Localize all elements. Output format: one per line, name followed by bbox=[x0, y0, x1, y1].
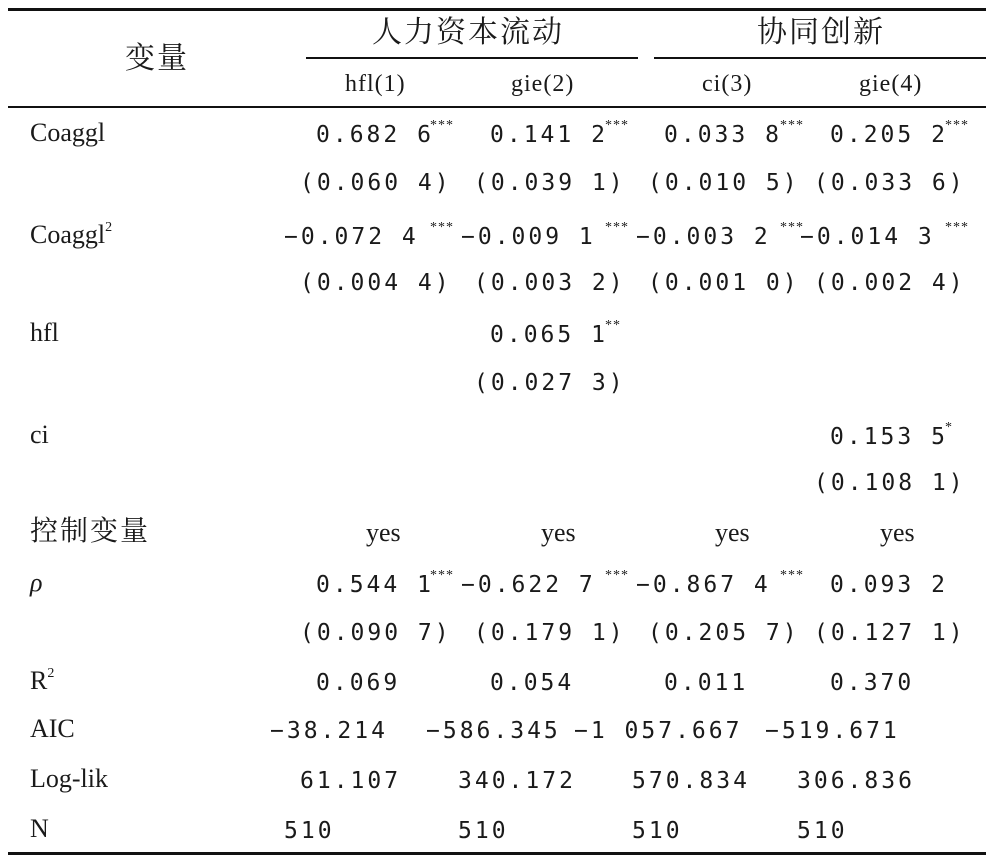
loglik-2: 340.172 bbox=[458, 768, 576, 794]
aic-4: −519.671 bbox=[765, 718, 900, 744]
header-rule bbox=[8, 106, 986, 108]
sig-coaggl2-1: *** bbox=[430, 220, 454, 235]
coef-coaggl-2: 0.141 2 bbox=[490, 122, 608, 148]
aic-1: −38.214 bbox=[270, 718, 388, 744]
row-label-controls: 控制变量 bbox=[30, 516, 151, 547]
header-variable: 变量 bbox=[125, 42, 189, 75]
row-label-r2: $R^2$ bbox=[30, 666, 55, 695]
coef-rho-4: 0.093 2 bbox=[830, 572, 948, 598]
row-label-n: N bbox=[30, 814, 49, 843]
sig-coaggl-2: *** bbox=[605, 118, 629, 133]
n-3: 510 bbox=[632, 818, 683, 844]
se-rho-1: (0.090 7) bbox=[300, 620, 452, 646]
group2-rule bbox=[654, 57, 986, 59]
header-group-hfl: 人力资本流动 bbox=[372, 16, 564, 49]
coef-rho-2: −0.622 7 bbox=[461, 572, 596, 598]
header-col-3: ci(3) bbox=[702, 71, 753, 97]
top-rule bbox=[8, 8, 986, 11]
bottom-rule bbox=[8, 852, 986, 855]
coef-coaggl2-3: −0.003 2 bbox=[636, 224, 771, 250]
r2-1: 0.069 bbox=[316, 670, 401, 696]
sig-ci-4: * bbox=[945, 420, 953, 435]
aic-2: −586.345 bbox=[426, 718, 561, 744]
se-coaggl2-2: (0.003 2) bbox=[474, 270, 626, 296]
se-coaggl-1: (0.060 4) bbox=[300, 170, 452, 196]
row-label-coaggl: Coaggl bbox=[30, 118, 106, 147]
controls-1: yes bbox=[366, 518, 401, 547]
sig-coaggl-1: *** bbox=[430, 118, 454, 133]
se-coaggl-4: (0.033 6) bbox=[814, 170, 966, 196]
row-label-hfl: hfl bbox=[30, 318, 59, 347]
n-1: 510 bbox=[284, 818, 335, 844]
sig-coaggl-3: *** bbox=[780, 118, 804, 133]
se-rho-4: (0.127 1) bbox=[814, 620, 966, 646]
se-rho-3: (0.205 7) bbox=[648, 620, 800, 646]
loglik-3: 570.834 bbox=[632, 768, 750, 794]
loglik-1: 61.107 bbox=[300, 768, 402, 794]
se-coaggl2-4: (0.002 4) bbox=[814, 270, 966, 296]
row-label-rho: ρ bbox=[30, 568, 43, 597]
aic-3: −1 057.667 bbox=[574, 718, 743, 744]
sig-hfl-2: ** bbox=[605, 318, 621, 333]
row-label-ci: ci bbox=[30, 420, 49, 449]
coef-rho-1: 0.544 1 bbox=[316, 572, 434, 598]
sig-coaggl2-2: *** bbox=[605, 220, 629, 235]
r2-4: 0.370 bbox=[830, 670, 915, 696]
coef-coaggl-3: 0.033 8 bbox=[664, 122, 782, 148]
row-label-loglik: Log-lik bbox=[30, 764, 108, 793]
coef-coaggl-1: 0.682 6 bbox=[316, 122, 434, 148]
se-coaggl-3: (0.010 5) bbox=[648, 170, 800, 196]
sig-rho-1: *** bbox=[430, 568, 454, 583]
sig-rho-3: *** bbox=[780, 568, 804, 583]
se-hfl-2: (0.027 3) bbox=[474, 370, 626, 396]
r2-3: 0.011 bbox=[664, 670, 749, 696]
sig-coaggl2-3: *** bbox=[780, 220, 804, 235]
sig-coaggl-4: *** bbox=[945, 118, 969, 133]
n-2: 510 bbox=[458, 818, 509, 844]
n-4: 510 bbox=[797, 818, 848, 844]
coef-coaggl2-2: −0.009 1 bbox=[461, 224, 596, 250]
coef-coaggl2-1: −0.072 4 bbox=[284, 224, 419, 250]
coef-ci-4: 0.153 5 bbox=[830, 424, 948, 450]
se-coaggl-2: (0.039 1) bbox=[474, 170, 626, 196]
row-label-aic: AIC bbox=[30, 714, 75, 743]
coef-rho-3: −0.867 4 bbox=[636, 572, 771, 598]
coef-hfl-2: 0.065 1 bbox=[490, 322, 608, 348]
header-col-1: hfl(1) bbox=[345, 71, 406, 97]
header-col-4: gie(4) bbox=[859, 71, 923, 97]
controls-4: yes bbox=[880, 518, 915, 547]
controls-3: yes bbox=[715, 518, 750, 547]
r2-2: 0.054 bbox=[490, 670, 575, 696]
header-col-2: gie(2) bbox=[511, 71, 575, 97]
se-rho-2: (0.179 1) bbox=[474, 620, 626, 646]
se-coaggl2-3: (0.001 0) bbox=[648, 270, 800, 296]
se-ci-4: (0.108 1) bbox=[814, 470, 966, 496]
coef-coaggl2-4: −0.014 3 bbox=[800, 224, 935, 250]
sig-rho-2: *** bbox=[605, 568, 629, 583]
row-label-coaggl2: Coaggl$^2$ bbox=[30, 220, 113, 249]
controls-2: yes bbox=[541, 518, 576, 547]
coef-coaggl-4: 0.205 2 bbox=[830, 122, 948, 148]
se-coaggl2-1: (0.004 4) bbox=[300, 270, 452, 296]
loglik-4: 306.836 bbox=[797, 768, 915, 794]
header-group-ci: 协同创新 bbox=[757, 16, 885, 49]
group1-rule bbox=[306, 57, 638, 59]
sig-coaggl2-4: *** bbox=[945, 220, 969, 235]
